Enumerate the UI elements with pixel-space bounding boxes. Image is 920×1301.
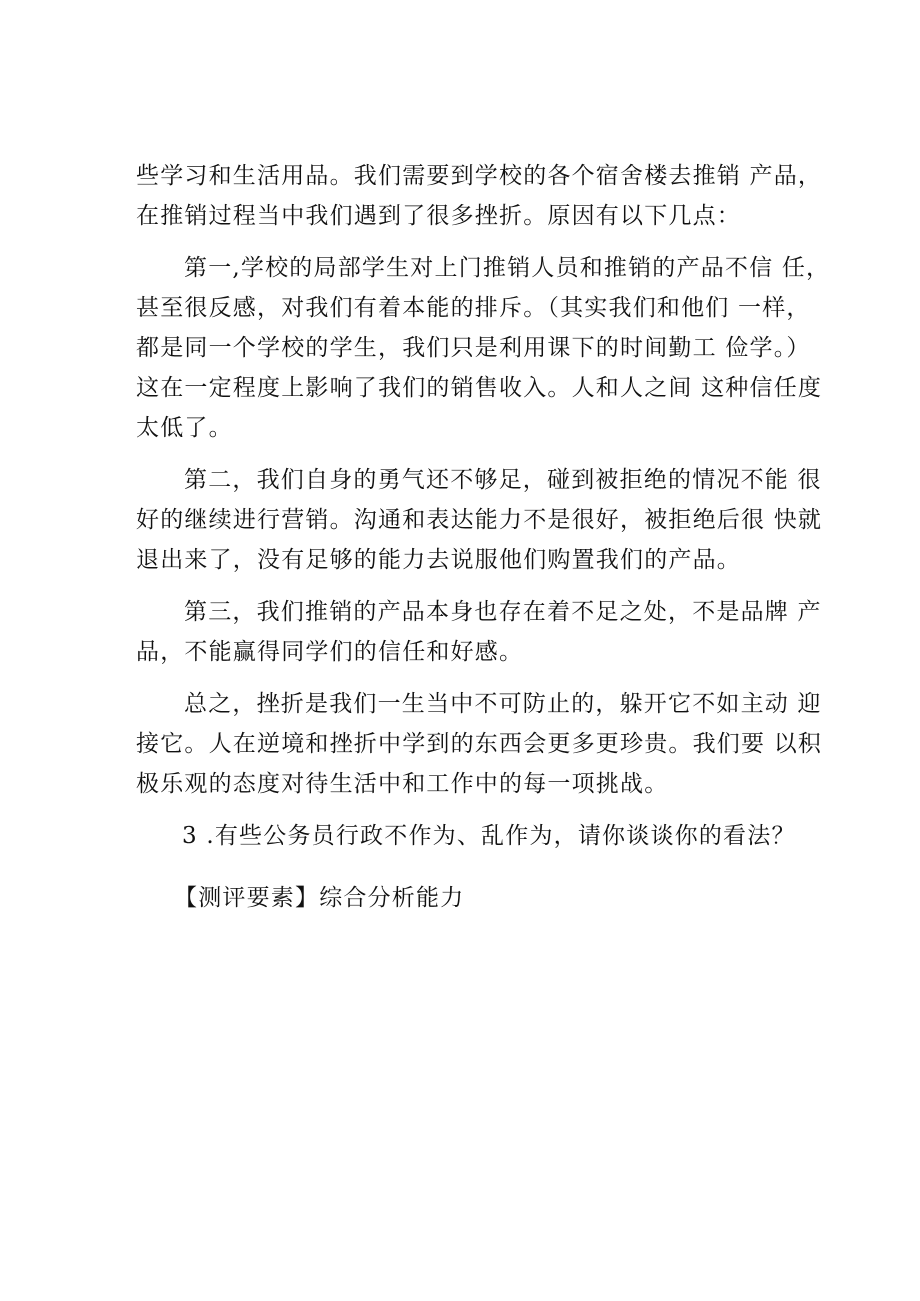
text-line: 极乐观的态度对待生活中和工作中的每一项挑战。	[136, 771, 669, 797]
text-line: 第一,学校的局部学生对上门推销人员和推销的产品不信 任，	[184, 255, 831, 281]
document-body	[136, 156, 831, 918]
text-line: 退出来了，没有足够的能力去说服他们购置我们的产品。	[136, 547, 741, 573]
text-line: 这在一定程度上影响了我们的销售收入。人和人之间 这种信任度	[136, 375, 823, 401]
question-heading: 3 .有些公务员行政不作为、乱作为，请你谈谈你的看法？	[182, 823, 796, 849]
text-line: 第二，我们自身的勇气还不够足，碰到被拒绝的情况不能 很	[184, 467, 822, 493]
text-line: 些学习和生活用品。我们需要到学校的各个宿舍楼去推销 产品，	[136, 163, 823, 189]
evaluation-tag: 【测评要素】综合分析能力	[174, 885, 465, 911]
text-line: 品，不能赢得同学们的信任和好感。	[136, 639, 524, 665]
text-line: 在推销过程当中我们遇到了很多挫折。原因有以下几点：	[136, 203, 741, 229]
text-line: 太低了。	[136, 415, 233, 441]
text-line: 接它。人在逆境和挫折中学到的东西会更多更珍贵。我们要 以积	[136, 731, 823, 757]
text-line: 都是同一个学校的学生，我们只是利用课下的时间勤工 俭学。）	[136, 335, 811, 361]
paragraph-intro	[136, 156, 823, 236]
text-line: 第三，我们推销的产品本身也存在着不足之处，不是品牌 产	[184, 599, 822, 625]
text-line: 总之，挫折是我们一生当中不可防止的，躲开它不如主动 迎	[184, 691, 822, 717]
paragraph-third-reason	[136, 592, 822, 672]
text-line: 甚至很反感，对我们有着本能的排斥。（其实我们和他们 一样，	[136, 295, 811, 321]
text-line: 好的继续进行营销。沟通和表达能力不是很好，被拒绝后很 快就	[136, 507, 823, 533]
paragraph-first-reason	[136, 248, 831, 448]
paragraph-conclusion	[136, 684, 823, 804]
paragraph-second-reason	[136, 460, 823, 580]
